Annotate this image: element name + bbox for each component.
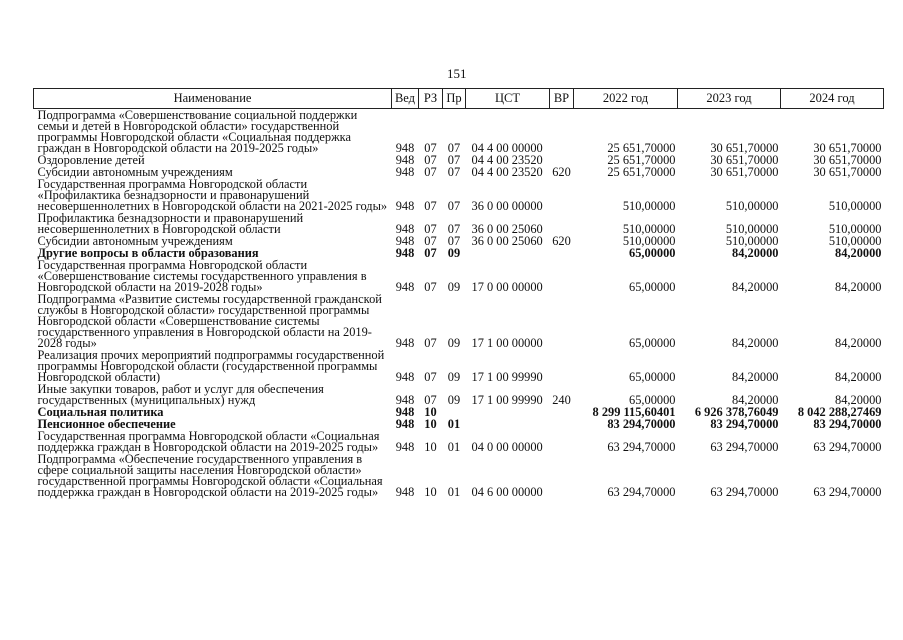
row-amount-2023: 510,00000 — [725, 199, 779, 213]
row-ved: 948 — [395, 405, 415, 419]
row-cst: 04 0 00 00000 — [471, 440, 543, 454]
row-name: Государственная программа Новгородской области «Профилактика безнадзорности и правонарушений несовершеннолетних в Новгородской области на 2021-2025 годы» — [37, 177, 388, 213]
row-vr: 620 — [552, 165, 571, 179]
row-rz: 07 — [424, 199, 437, 213]
row-cst: 17 1 00 00000 — [471, 336, 543, 350]
row-rz: 07 — [424, 234, 437, 248]
header-pr: Пр — [443, 89, 466, 109]
row-amount-2024: 84,20000 — [835, 246, 882, 260]
row-vr — [550, 247, 574, 259]
row-amount-2024: 30 651,70000 — [813, 165, 882, 179]
row-amount-2024: 84,20000 — [835, 336, 882, 350]
row-amount-2024: 84,20000 — [835, 393, 882, 407]
row-name: Реализация прочих мероприятий подпрограммы государственной программы Новгородской области (государственной программы Новгородской области) — [37, 348, 385, 384]
row-name: Государственная программа Новгородской области «Социальная поддержка граждан в Новгородской области на 2019-2025 годы» — [37, 429, 380, 454]
row-ved: 948 — [395, 199, 415, 213]
header-vr: ВР — [550, 89, 574, 109]
row-pr: 01 — [447, 485, 461, 499]
row-amount-2024: 84,20000 — [835, 370, 882, 384]
row-amount-2022: 510,00000 — [622, 199, 676, 213]
row-amount-2022: 65,00000 — [629, 370, 676, 384]
row-amount-2023: 84,20000 — [732, 370, 779, 384]
row-amount-2022: 65,00000 — [629, 336, 676, 350]
page-number: 151 — [447, 66, 467, 81]
row-amount-2024: 30 651,70000 — [813, 153, 882, 167]
table-body — [34, 109, 884, 499]
row-pr: 07 — [447, 153, 461, 167]
table-row — [34, 349, 884, 383]
row-amount-2024: 84,20000 — [835, 280, 882, 294]
row-amount-2022: 63 294,70000 — [607, 440, 676, 454]
row-amount-2022: 25 651,70000 — [607, 141, 676, 155]
row-name: Государственная программа Новгородской области «Совершенствование системы государственного управления в Новгородской области на 2019-2028 годы» — [37, 258, 367, 294]
header-2024: 2024 год — [781, 89, 884, 109]
row-name: Субсидии автономным учреждениям — [37, 234, 233, 248]
table-row — [34, 259, 884, 293]
row-rz: 07 — [424, 280, 437, 294]
table-row — [34, 109, 884, 155]
row-amount-2024: 510,00000 — [828, 222, 882, 236]
row-name: Оздоровление детей — [37, 153, 145, 167]
row-vr: 620 — [552, 234, 571, 248]
row-ved: 948 — [395, 222, 415, 236]
row-vr — [550, 453, 574, 498]
row-vr — [550, 406, 574, 418]
table-row — [34, 212, 884, 235]
row-name: Подпрограмма «Развитие системы государственной гражданской службы в Новгородской области» государственной программы Новгородской области «Совершенствование системы государственного управления в Новгородской области на 2019-2028 годы» — [37, 292, 382, 350]
row-amount-2022: 65,00000 — [629, 246, 676, 260]
row-amount-2024: 30 651,70000 — [813, 141, 882, 155]
row-ved: 948 — [395, 234, 415, 248]
row-cst: 36 0 00 25060 — [471, 234, 543, 248]
row-name: Пенсионное обеспечение — [37, 417, 176, 431]
row-pr: 01 — [447, 440, 461, 454]
row-rz: 07 — [424, 222, 437, 236]
row-cst — [466, 418, 550, 430]
header-2022: 2022 год — [574, 89, 678, 109]
row-rz: 07 — [424, 141, 437, 155]
row-pr: 09 — [447, 393, 461, 407]
row-cst: 17 0 00 00000 — [471, 280, 543, 294]
row-pr: 07 — [447, 141, 461, 155]
row-amount-2022: 510,00000 — [622, 222, 676, 236]
table-header — [34, 89, 884, 109]
row-amount-2022: 25 651,70000 — [607, 153, 676, 167]
row-rz: 10 — [424, 485, 437, 499]
header-name: Наименование — [34, 89, 392, 109]
row-rz: 10 — [424, 440, 437, 454]
row-cst: 36 0 00 00000 — [471, 199, 543, 213]
row-rz: 07 — [424, 153, 437, 167]
row-amount-2022: 65,00000 — [629, 393, 676, 407]
row-rz: 07 — [424, 393, 437, 407]
row-name: Иные закупки товаров, работ и услуг для обеспечения государственных (муниципальных) нужд — [37, 382, 324, 407]
row-amount-2023: 84,20000 — [732, 280, 779, 294]
row-ved: 948 — [395, 165, 415, 179]
row-ved: 948 — [395, 485, 415, 499]
row-vr: 240 — [552, 393, 571, 407]
row-vr — [550, 430, 574, 453]
row-cst — [466, 247, 550, 259]
row-vr — [550, 178, 574, 212]
row-amount-2024: 510,00000 — [828, 234, 882, 248]
row-pr: 01 — [447, 417, 461, 431]
row-cst: 17 1 00 99990 — [471, 370, 543, 384]
row-amount-2022: 25 651,70000 — [607, 165, 676, 179]
row-amount-2023: 84,20000 — [732, 336, 779, 350]
row-rz: 07 — [424, 370, 437, 384]
row-amount-2022: 510,00000 — [622, 234, 676, 248]
row-vr — [550, 109, 574, 155]
row-amount-2023: 30 651,70000 — [710, 153, 779, 167]
header-ved: Вед — [392, 89, 419, 109]
row-pr: 09 — [447, 370, 461, 384]
row-ved: 948 — [395, 393, 415, 407]
header-rz: РЗ — [419, 89, 443, 109]
row-vr — [550, 349, 574, 383]
row-ved: 948 — [395, 280, 415, 294]
row-vr — [550, 418, 574, 430]
header-row — [34, 89, 884, 109]
row-rz: 10 — [424, 405, 437, 419]
row-ved: 948 — [395, 141, 415, 155]
row-rz: 07 — [424, 246, 437, 260]
row-amount-2023: 30 651,70000 — [710, 165, 779, 179]
row-pr: 07 — [447, 222, 461, 236]
row-cst: 04 4 00 23520 — [471, 165, 543, 179]
row-pr: 09 — [447, 246, 461, 260]
row-amount-2022: 8 299 115,60401 — [592, 405, 676, 419]
row-pr: 09 — [447, 280, 461, 294]
row-amount-2022: 83 294,70000 — [607, 417, 676, 431]
row-amount-2023: 63 294,70000 — [710, 440, 779, 454]
table-row — [34, 430, 884, 453]
row-amount-2022: 65,00000 — [629, 280, 676, 294]
table-row — [34, 178, 884, 212]
row-vr — [550, 293, 574, 349]
row-name: Профилактика безнадзорности и правонарушений несовершеннолетних в Новгородской области — [37, 211, 304, 236]
row-ved: 948 — [395, 246, 415, 260]
row-cst: 04 4 00 00000 — [471, 141, 543, 155]
row-rz: 10 — [424, 417, 437, 431]
row-rz: 07 — [424, 165, 437, 179]
row-amount-2024: 8 042 288,27469 — [797, 405, 882, 419]
table-row — [34, 383, 884, 406]
row-amount-2023: 6 926 378,76049 — [694, 405, 779, 419]
row-pr: 07 — [447, 234, 461, 248]
row-ved: 948 — [395, 440, 415, 454]
row-amount-2023: 84,20000 — [732, 246, 779, 260]
row-amount-2023: 510,00000 — [725, 234, 779, 248]
row-pr: 07 — [447, 165, 461, 179]
row-amount-2023: 63 294,70000 — [710, 485, 779, 499]
budget-table — [33, 88, 884, 498]
row-cst: 04 6 00 00000 — [471, 485, 543, 499]
header-cst: ЦСТ — [466, 89, 550, 109]
row-vr — [550, 259, 574, 293]
row-ved: 948 — [395, 153, 415, 167]
row-name: Субсидии автономным учреждениям — [37, 165, 233, 179]
row-pr: 07 — [447, 199, 461, 213]
row-rz: 07 — [424, 336, 437, 350]
row-amount-2023: 83 294,70000 — [710, 417, 779, 431]
row-amount-2022: 63 294,70000 — [607, 485, 676, 499]
row-amount-2024: 63 294,70000 — [813, 485, 882, 499]
table-row — [34, 293, 884, 349]
row-cst — [466, 406, 550, 418]
row-name: Другие вопросы в области образования — [37, 246, 259, 260]
row-ved: 948 — [395, 336, 415, 350]
row-amount-2023: 510,00000 — [725, 222, 779, 236]
row-name: Социальная политика — [37, 405, 164, 419]
row-amount-2024: 83 294,70000 — [813, 417, 882, 431]
row-ved: 948 — [395, 417, 415, 431]
header-2023: 2023 год — [678, 89, 781, 109]
row-amount-2024: 63 294,70000 — [813, 440, 882, 454]
row-name: Подпрограмма «Обеспечение государственного управления в сфере социальной защиты населения Новгородской области» государственной программы Новгородской области «Социальная поддержка граждан в Новгородской области на 2019-2025 годы» — [37, 452, 383, 499]
row-vr — [550, 212, 574, 235]
row-cst: 36 0 00 25060 — [471, 222, 543, 236]
row-cst: 04 4 00 23520 — [471, 153, 543, 167]
row-amount-2024: 510,00000 — [828, 199, 882, 213]
row-amount-2023: 30 651,70000 — [710, 141, 779, 155]
row-amount-2023: 84,20000 — [732, 393, 779, 407]
row-ved: 948 — [395, 370, 415, 384]
table-row — [34, 453, 884, 498]
row-cst: 17 1 00 99990 — [471, 393, 543, 407]
row-name: Подпрограмма «Совершенствование социальной поддержки семьи и детей в Новгородской области» государственной программы Новгородской области «Социальная поддержка граждан в Новгородской области на 2019-2025 годы» — [37, 108, 358, 155]
row-pr: 09 — [447, 336, 461, 350]
